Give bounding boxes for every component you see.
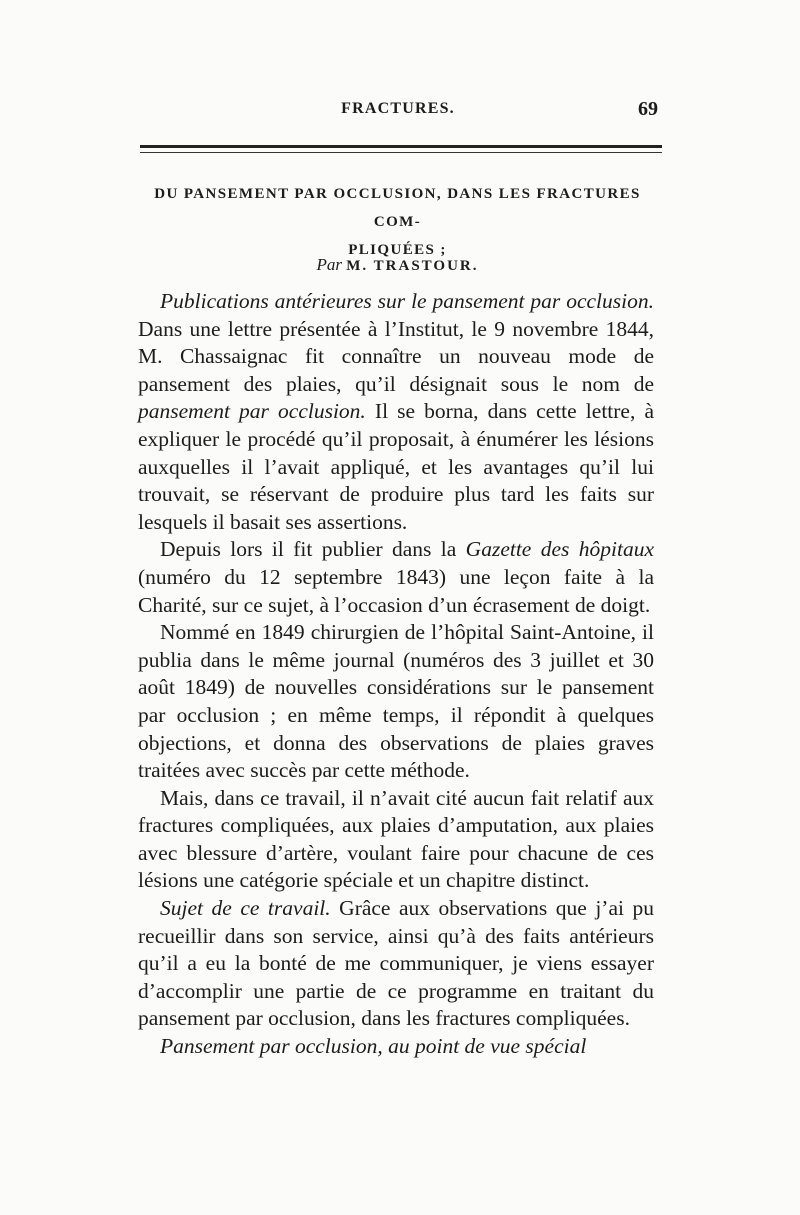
header-rule-thick xyxy=(140,145,662,148)
byline xyxy=(135,255,660,275)
paragraph-text: Dans une lettre présentée à l’Institut, le 9 novembre 1844, M. Chassaignac fit connaître un nouveau mode de pansement des plaies, qu’il désignait sous le nom de xyxy=(138,316,654,396)
paragraph-italic: pansement par occlusion. xyxy=(138,399,366,424)
body-text xyxy=(138,288,654,1061)
paragraph xyxy=(138,536,654,619)
paragraph-text: Depuis lors il fit publier dans la xyxy=(160,537,466,562)
article-title xyxy=(135,180,660,264)
paragraph-text: Il se borna, dans cette lettre, à expliquer le procédé qu’il proposait, à énumérer les lésions auxquelles il l’avait appliqué, et les avantages qu’il lui trouvait, se réservant de produire plus tard les faits sur lesquels il basait ses assertions. xyxy=(138,399,654,534)
byline-par: Par xyxy=(316,255,343,274)
paragraph-text: Mais, dans ce travail, il n’avait cité aucun fait relatif aux fractures compliquées, aux plaies d’amputation, aux plaies avec blessure d’artère, voulant faire pour chacune de ces lésions une catégorie spéciale et un chapitre distinct. xyxy=(138,785,654,893)
running-title: FRACTURES. xyxy=(341,100,455,117)
paragraph-text: Nommé en 1849 chirurgien de l’hôpital Saint-Antoine, il publia dans le même journal (numéros des 3 juillet et 30 août 1849) de nouvelles considérations sur le pansement par occlusion ; en même temps, il répondit à quelques objections, et donna des observations de plaies graves traitées avec succès par cette méthode. xyxy=(138,620,654,783)
paragraph-text: Grâce aux observations que j’ai pu recueillir dans son service, ainsi qu’à des faits antérieurs qu’il a eu la bonté de me communiquer, je viens essayer d’accomplir une partie de ce programme en traitant du pansement par occlusion, dans les fractures compliquées. xyxy=(138,896,654,1031)
paragraph xyxy=(138,288,654,536)
paragraph-lead: Pansement par occlusion, au point de vue spécial xyxy=(160,1034,587,1059)
paragraph xyxy=(138,785,654,895)
article-title-line-2: PLIQUÉES ; xyxy=(348,242,447,258)
paragraph-lead: Sujet de ce travail. xyxy=(160,896,331,921)
paragraph xyxy=(138,1033,654,1061)
header-rule-thin xyxy=(140,152,662,153)
byline-author: M. TRASTOUR. xyxy=(346,258,479,274)
paragraph xyxy=(138,619,654,785)
article-title-line-1: DU PANSEMENT PAR OCCLUSION, DANS LES FRACTURES COM- xyxy=(154,186,641,230)
running-header xyxy=(138,100,658,130)
page-number: 69 xyxy=(638,98,658,120)
paragraph-lead: Publications antérieures sur le pansement par occlusion. xyxy=(160,289,654,313)
paragraph-text: (numéro du 12 septembre 1843) une leçon faite à la Charité, sur ce sujet, à l’occasion d’un écrasement de doigt. xyxy=(138,564,654,617)
paragraph-italic: Gazette des hôpitaux xyxy=(465,537,654,562)
paragraph xyxy=(138,895,654,1033)
